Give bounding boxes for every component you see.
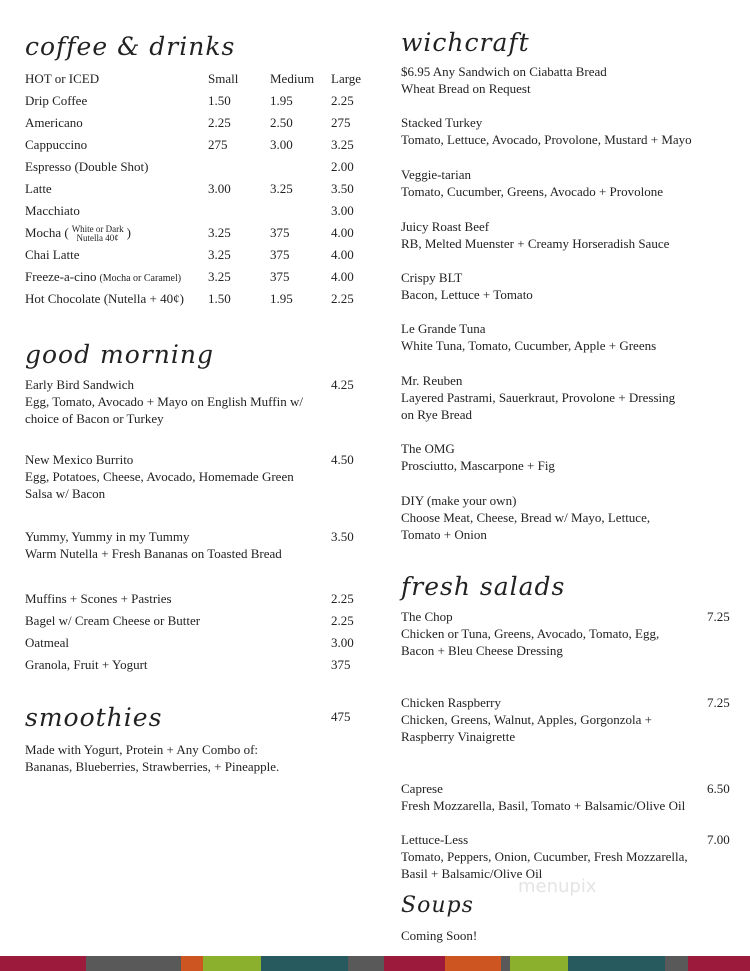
item-name: Muffins + Scones + Pastries (25, 591, 172, 606)
note-line: White or Dark (71, 224, 124, 235)
section-title-coffee: coffee & drinks (25, 32, 236, 61)
drink-price: 3.25 (208, 225, 231, 240)
salad-name: Lettuce-Less (401, 832, 469, 847)
section-title-soups: Soups (401, 893, 474, 918)
item-price: 3.50 (331, 529, 354, 544)
item-desc: Warm Nutella + Fresh Bananas on Toasted Bread (25, 546, 282, 561)
color-bar-segment (501, 956, 510, 971)
salad-desc: Chicken or Tuna, Greens, Avocado, Tomato, Egg, (401, 626, 660, 641)
smoothie-desc: Bananas, Blueberries, Strawberries, + Pineapple. (25, 759, 280, 774)
item-desc: Salsa w/ Bacon (25, 486, 106, 501)
item-desc: Egg, Tomato, Avocado + Mayo on English Muffin w/ (25, 394, 303, 409)
drink-price: 3.25 (208, 247, 231, 262)
drink-name (25, 114, 83, 131)
item-name: Bagel w/ Cream Cheese or Butter (25, 613, 201, 628)
drink-price: 375 (270, 247, 290, 262)
drink-note (72, 225, 124, 243)
color-bar-segment (384, 956, 445, 971)
column-header: Large (331, 71, 362, 86)
drink-price: 375 (270, 225, 290, 240)
salad-name: Chicken Raspberry (401, 695, 502, 710)
drink-price: 3.00 (208, 181, 231, 196)
intro-line: $6.95 Any Sandwich on Ciabatta Bread (401, 64, 607, 79)
color-bar-segment (86, 956, 181, 971)
drink-price: 1.95 (270, 93, 293, 108)
drink-label: Chai Latte (25, 247, 80, 262)
drink-name (25, 180, 52, 197)
section-title-morning: good morning (25, 340, 214, 369)
item-desc: choice of Bacon or Turkey (25, 411, 164, 426)
drink-price: 4.00 (331, 225, 354, 240)
drink-label: Freeze-a-cino (25, 269, 97, 284)
smoothie-desc: Made with Yogurt, Protein + Any Combo of: (25, 742, 259, 757)
salad-price: 6.50 (707, 781, 730, 796)
drink-label: Americano (25, 115, 83, 130)
color-bar-segment (0, 956, 86, 971)
salad-desc: Bacon + Bleu Cheese Dressing (401, 643, 563, 658)
drink-label: Cappuccino (25, 137, 88, 152)
item-name: Oatmeal (25, 635, 70, 650)
color-bar-segment (510, 956, 568, 971)
smoothie-price: 475 (331, 709, 351, 724)
intro-line: Wheat Bread on Request (401, 81, 531, 96)
sandwich-name: Le Grande Tuna (401, 321, 486, 336)
sandwich-desc: Prosciutto, Mascarpone + Fig (401, 458, 555, 473)
sandwich-desc: Choose Meat, Cheese, Bread w/ Mayo, Lettuce, (401, 510, 651, 525)
drink-price: 2.25 (331, 291, 354, 306)
item-name: Yummy, Yummy in my Tummy (25, 529, 190, 544)
drink-name (25, 224, 131, 243)
salad-desc: Fresh Mozzarella, Basil, Tomato + Balsamic/Olive Oil (401, 798, 686, 813)
color-bar-segment (568, 956, 665, 971)
column-header: HOT or ICED (25, 71, 100, 86)
salad-name: Caprese (401, 781, 443, 796)
sandwich-desc: Tomato, Lettuce, Avocado, Provolone, Mustard + Mayo (401, 132, 692, 147)
item-name: Early Bird Sandwich (25, 377, 135, 392)
drink-price: 1.95 (270, 291, 293, 306)
soups-desc: Coming Soon! (401, 928, 478, 943)
drink-price: 1.50 (208, 93, 231, 108)
sandwich-desc: on Rye Bread (401, 407, 472, 422)
item-price: 3.00 (331, 635, 354, 650)
drink-price: 4.00 (331, 269, 354, 284)
drink-label: Espresso (Double Shot) (25, 159, 149, 174)
drink-price: 2.00 (331, 159, 354, 174)
item-price: 375 (331, 657, 351, 672)
salad-desc: Chicken, Greens, Walnut, Apples, Gorgonzola + (401, 712, 652, 727)
column-header: Medium (270, 71, 315, 86)
item-desc: Egg, Potatoes, Cheese, Avocado, Homemade Green (25, 469, 294, 484)
sandwich-desc: RB, Melted Muenster + Creamy Horseradish Sauce (401, 236, 670, 251)
drink-price: 4.00 (331, 247, 354, 262)
drink-price: 275 (208, 137, 228, 152)
item-price: 2.25 (331, 591, 354, 606)
sandwich-name: Veggie-tarian (401, 167, 472, 182)
color-bar-segment (445, 956, 501, 971)
drink-price: 3.25 (208, 269, 231, 284)
sandwich-desc: White Tuna, Tomato, Cucumber, Apple + Greens (401, 338, 657, 353)
color-bar-segment (203, 956, 261, 971)
item-price: 4.25 (331, 377, 354, 392)
drink-name (25, 246, 80, 263)
drink-name (25, 136, 87, 153)
drink-label: Hot Chocolate (Nutella + 40¢) (25, 291, 184, 306)
drink-name (25, 92, 87, 109)
drink-label: Drip Coffee (25, 93, 88, 108)
item-name: Granola, Fruit + Yogurt (25, 657, 148, 672)
salad-price: 7.00 (707, 832, 730, 847)
sandwich-desc: Bacon, Lettuce + Tomato (401, 287, 533, 302)
color-bar-segment (688, 956, 750, 971)
salad-price: 7.25 (707, 609, 730, 624)
salad-desc: Raspberry Vinaigrette (401, 729, 516, 744)
drink-price: 3.50 (331, 181, 354, 196)
watermark: menupix (518, 876, 597, 897)
color-bar-segment (181, 956, 203, 971)
drink-label: Macchiato (25, 203, 80, 218)
drink-name (25, 202, 80, 219)
sandwich-desc: Tomato + Onion (401, 527, 487, 542)
sandwich-name: Stacked Turkey (401, 115, 483, 130)
color-bar-segment (261, 956, 348, 971)
item-price: 2.25 (331, 613, 354, 628)
drink-name (25, 158, 149, 175)
drink-price: 1.50 (208, 291, 231, 306)
color-bar-segment (665, 956, 688, 971)
drink-price: 3.25 (331, 137, 354, 152)
color-bar-segment (348, 956, 384, 971)
drink-price: 3.25 (270, 181, 293, 196)
drink-price: 2.25 (331, 93, 354, 108)
drink-name (25, 290, 184, 307)
sandwich-name: Crispy BLT (401, 270, 463, 285)
drink-price: 3.00 (331, 203, 354, 218)
drink-name (25, 268, 181, 287)
sandwich-desc: Layered Pastrami, Sauerkraut, Provolone + Dressing (401, 390, 676, 405)
sandwich-desc: Tomato, Cucumber, Greens, Avocado + Provolone (401, 184, 663, 199)
section-title-wichcraft: wichcraft (401, 28, 530, 57)
salad-desc: Basil + Balsamic/Olive Oil (401, 866, 543, 881)
sandwich-name: DIY (make your own) (401, 493, 517, 508)
sandwich-name: Mr. Reuben (401, 373, 463, 388)
sandwich-name: Juicy Roast Beef (401, 219, 490, 234)
drink-price: 2.25 (208, 115, 231, 130)
salad-price: 7.25 (707, 695, 730, 710)
drink-price: 3.00 (270, 137, 293, 152)
section-title-smoothies: smoothies (25, 703, 163, 732)
drink-note: (Mocha or Caramel) (99, 273, 182, 284)
drink-price: 275 (331, 115, 351, 130)
salad-desc: Tomato, Peppers, Onion, Cucumber, Fresh Mozzarella, (401, 849, 688, 864)
drink-price: 2.50 (270, 115, 293, 130)
paren: ) (126, 225, 132, 240)
drink-label: Latte (25, 181, 52, 196)
item-name: New Mexico Burrito (25, 452, 134, 467)
section-title-salads: fresh salads (401, 572, 566, 601)
sandwich-name: The OMG (401, 441, 455, 456)
drink-price: 375 (270, 269, 290, 284)
salad-name: The Chop (401, 609, 453, 624)
column-header: Small (208, 71, 239, 86)
drink-label: Mocha ( (25, 225, 69, 240)
note-line: Nutella 40¢ (76, 233, 119, 244)
item-price: 4.50 (331, 452, 354, 467)
